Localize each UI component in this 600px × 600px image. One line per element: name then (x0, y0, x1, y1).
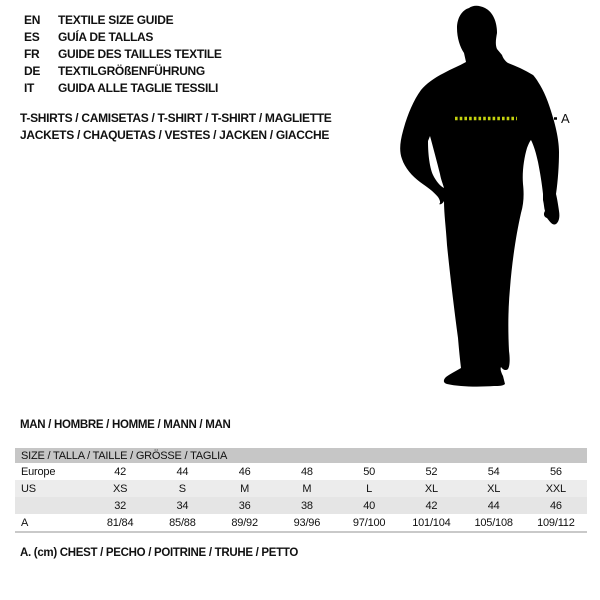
size-cell: 97/100 (352, 516, 386, 529)
language-code: DE (24, 63, 41, 78)
size-cell: L (366, 482, 373, 495)
size-cell: 105/108 (474, 516, 513, 529)
language-label: TEXTILGRÖßENFÜHRUNG (58, 63, 205, 78)
language-code: EN (24, 12, 41, 27)
language-label: GUIDA ALLE TAGLIE TESSILI (58, 80, 219, 95)
size-table-row-0 (15, 463, 587, 480)
size-cell: 44 (487, 499, 500, 512)
man-silhouette (400, 6, 559, 387)
size-cell: 56 (549, 465, 562, 478)
size-cell: 50 (363, 465, 376, 478)
size-cell: 54 (487, 465, 500, 478)
language-label: GUÍA DE TALLAS (58, 29, 154, 44)
size-table-row-3 (15, 514, 587, 532)
size-cell: 44 (176, 465, 189, 478)
category-line-jackets: JACKETS / CHAQUETAS / VESTES / JACKEN / GIACCHE (20, 128, 330, 142)
language-label: GUIDE DES TAILLES TEXTILE (58, 46, 222, 61)
size-cell: 93/96 (293, 516, 321, 529)
size-cell: 42 (114, 465, 127, 478)
size-table (15, 448, 587, 533)
row-label: Europe (21, 465, 56, 478)
size-cell: M (240, 482, 250, 495)
size-cell: 36 (238, 499, 251, 512)
size-table-body (15, 463, 587, 532)
size-cell: 32 (114, 499, 127, 512)
category-line-tshirts: T-SHIRTS / CAMISETAS / T-SHIRT / T-SHIRT / MAGLIETTE (20, 111, 332, 125)
size-cell: XL (487, 482, 501, 495)
size-cell: 85/88 (169, 516, 196, 529)
size-table-header: SIZE / TALLA / TAILLE / GRÖSSE / TAGLIA (15, 448, 587, 463)
size-cell: 34 (176, 499, 189, 512)
size-table-row-2 (15, 497, 587, 514)
row-label: US (21, 482, 36, 495)
size-cell: 101/104 (412, 516, 451, 529)
language-code: IT (24, 80, 35, 95)
size-cell: M (302, 482, 312, 495)
size-cell: 42 (425, 499, 438, 512)
size-cell: S (178, 482, 186, 495)
size-cell: XS (112, 482, 128, 495)
measurement-label-a: A (561, 111, 570, 126)
section-title-man: MAN / HOMBRE / HOMME / MANN / MAN (20, 419, 231, 431)
size-cell: 38 (300, 499, 313, 512)
size-cell: 46 (238, 465, 251, 478)
row-label: A (21, 516, 29, 529)
language-code: ES (24, 29, 40, 44)
size-cell: XL (424, 482, 438, 495)
size-cell: 89/92 (231, 516, 258, 529)
size-table-row-1 (15, 480, 587, 497)
size-cell: 81/84 (106, 516, 134, 529)
size-cell: XXL (545, 482, 566, 495)
size-cell: 52 (425, 465, 438, 478)
size-cell: 40 (363, 499, 376, 512)
language-label: TEXTILE SIZE GUIDE (58, 12, 174, 27)
size-cell: 46 (549, 499, 562, 512)
size-cell: 48 (300, 465, 313, 478)
size-table-header-row (15, 448, 587, 463)
measurement-footnote: A. (cm) CHEST / PECHO / POITRINE / TRUHE / PETTO (20, 547, 299, 559)
row-label (15, 497, 89, 514)
language-code: FR (24, 46, 40, 61)
size-cell: 109/112 (537, 516, 575, 529)
